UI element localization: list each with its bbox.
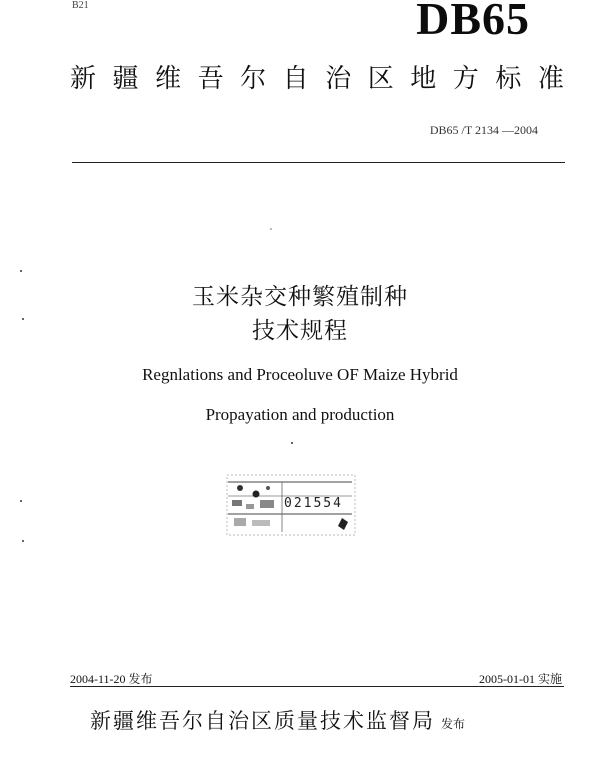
classification-code: B21 xyxy=(72,0,89,11)
scan-speck xyxy=(22,318,24,320)
standard-mark: DB65 xyxy=(416,0,530,44)
standard-number: DB65 /T 2134 —2004 xyxy=(429,123,538,137)
footer-divider xyxy=(70,686,564,687)
scan-speck xyxy=(20,500,22,502)
standard-type-char: 疆 xyxy=(112,64,139,94)
title-en-line2: Propayation and production xyxy=(205,405,395,424)
scan-speck xyxy=(291,442,293,444)
scan-speck xyxy=(270,228,272,230)
standard-type-char: 区 xyxy=(367,64,394,94)
issue-date: 2004-11-20 发布 xyxy=(70,672,153,686)
stamp-number: 021554 xyxy=(284,496,343,511)
standard-type-char: 尔 xyxy=(240,64,267,94)
standard-type-char: 准 xyxy=(537,64,564,94)
standard-type-char: 标 xyxy=(495,64,522,94)
title-zh-line2: 技术规程 xyxy=(252,318,348,344)
title-en-line1: Regnlations and Proceoluve OF Maize Hybrid xyxy=(142,365,458,384)
authority-name: 新疆维吾尔自治区质量技术监督局 xyxy=(90,709,435,733)
standard-type-char: 治 xyxy=(325,64,352,94)
standard-type-char: 维 xyxy=(155,64,182,94)
scan-speck xyxy=(22,540,24,542)
standard-type-char: 方 xyxy=(452,64,479,94)
implementation-date: 2005-01-01 实施 xyxy=(479,672,562,686)
standard-type-char: 吾 xyxy=(197,64,224,94)
issuing-authority xyxy=(90,705,465,735)
standard-type-char: 新 xyxy=(70,64,97,94)
header-divider xyxy=(72,162,565,163)
standard-type-heading xyxy=(70,66,564,92)
scan-speck xyxy=(20,270,22,272)
standard-type-char: 地 xyxy=(410,64,437,94)
title-zh-line1: 玉米杂交种繁殖制种 xyxy=(192,284,408,310)
authority-suffix: 发布 xyxy=(441,717,466,731)
standard-type-char: 自 xyxy=(282,64,309,94)
